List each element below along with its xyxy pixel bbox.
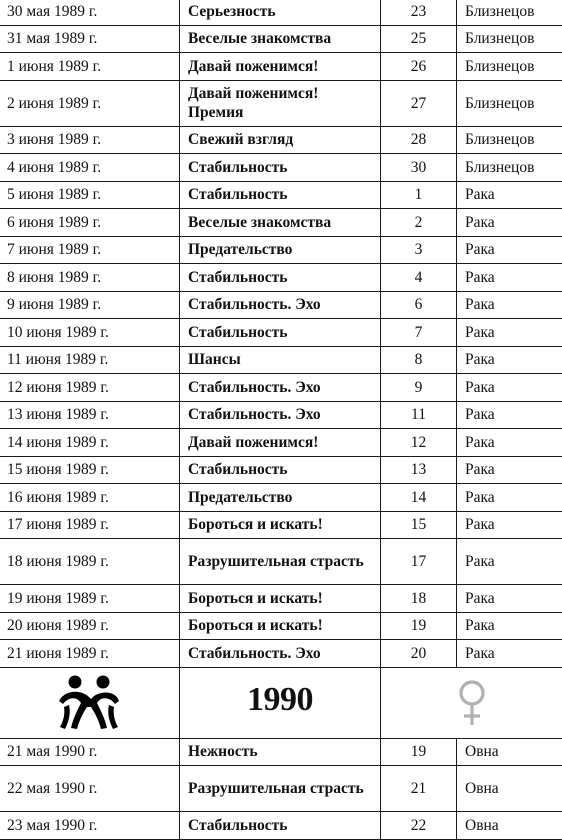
description-cell: Стабильность. Эхо [180,374,381,402]
sign-cell: Рака [457,346,562,374]
table-row [0,80,562,126]
sign-cell: Овна [457,766,562,812]
date-cell: 23 мая 1990 г. [0,812,180,840]
sign-cell: Рака [457,456,562,484]
date-cell: 11 июня 1989 г. [0,346,180,374]
table-row [0,291,562,319]
number-cell: 9 [381,374,457,402]
date-cell: 13 июня 1989 г. [0,401,180,429]
description-cell: Стабильность [180,181,381,209]
date-cell: 19 июня 1989 г. [0,585,180,613]
description-cell: Стабильность. Эхо [180,291,381,319]
table-row [0,585,562,613]
number-cell: 23 [381,0,457,25]
number-cell: 20 [381,640,457,668]
description-cell: Веселые знакомства [180,209,381,237]
table-row [0,429,562,457]
table-row [0,53,562,81]
date-cell: 20 июня 1989 г. [0,612,180,640]
sign-cell: Близнецов [457,0,562,25]
year-cell [180,667,381,738]
table-row [0,539,562,585]
sign-cell: Рака [457,291,562,319]
number-cell: 26 [381,53,457,81]
description-cell: Разрушительная страсть [180,539,381,585]
gemini-twins-icon [57,675,121,731]
description-cell: Давай поженимся! [180,53,381,81]
date-cell: 14 июня 1989 г. [0,429,180,457]
table-row [0,209,562,237]
sign-cell: Рака [457,484,562,512]
description-cell: Давай поженимся! [180,429,381,457]
table-row [0,738,562,766]
table-row [0,154,562,182]
number-cell: 11 [381,401,457,429]
number-cell: 27 [381,80,457,126]
description-cell: Разрушительная страсть [180,766,381,812]
table-row [0,612,562,640]
description-cell: Свежий взгляд [180,126,381,154]
date-cell: 21 мая 1990 г. [0,738,180,766]
date-cell: 12 июня 1989 г. [0,374,180,402]
sign-cell: Овна [457,738,562,766]
date-cell: 7 июня 1989 г. [0,236,180,264]
sign-cell: Близнецов [457,126,562,154]
description-cell: Предательство [180,484,381,512]
number-cell: 25 [381,25,457,53]
venus-cell [381,667,562,738]
date-cell: 3 июня 1989 г. [0,126,180,154]
sign-cell: Рака [457,181,562,209]
date-cell: 17 июня 1989 г. [0,511,180,539]
date-cell: 2 июня 1989 г. [0,80,180,126]
sign-cell: Близнецов [457,25,562,53]
number-cell: 14 [381,484,457,512]
description-cell: Давай поженимся! Премия [180,80,381,126]
number-cell: 12 [381,429,457,457]
number-cell: 19 [381,738,457,766]
number-cell: 2 [381,209,457,237]
date-cell: 16 июня 1989 г. [0,484,180,512]
sign-cell: Рака [457,319,562,347]
twins-cell [0,667,180,738]
sign-cell: Рака [457,640,562,668]
sign-cell: Овна [457,812,562,840]
table-row [0,640,562,668]
table-row [0,264,562,292]
year-header-row [0,667,562,738]
table-row [0,0,562,25]
date-cell: 21 июня 1989 г. [0,640,180,668]
description-cell: Бороться и искать! [180,511,381,539]
number-cell: 17 [381,539,457,585]
description-cell: Серьезность [180,0,381,25]
date-cell: 15 июня 1989 г. [0,456,180,484]
date-cell: 5 июня 1989 г. [0,181,180,209]
date-cell: 30 мая 1989 г. [0,0,180,25]
date-cell: 6 июня 1989 г. [0,209,180,237]
number-cell: 4 [381,264,457,292]
number-cell: 28 [381,126,457,154]
number-cell: 8 [381,346,457,374]
number-cell: 21 [381,766,457,812]
date-cell: 10 июня 1989 г. [0,319,180,347]
sign-cell: Рака [457,539,562,585]
date-cell: 8 июня 1989 г. [0,264,180,292]
description-cell: Бороться и искать! [180,612,381,640]
description-cell: Шансы [180,346,381,374]
date-cell: 31 мая 1989 г. [0,25,180,53]
table-row [0,236,562,264]
description-cell: Стабильность [180,264,381,292]
description-cell: Веселые знакомства [180,25,381,53]
table-row [0,511,562,539]
number-cell: 1 [381,181,457,209]
number-cell: 3 [381,236,457,264]
description-cell: Стабильность. Эхо [180,640,381,668]
number-cell: 30 [381,154,457,182]
table-row [0,319,562,347]
number-cell: 6 [381,291,457,319]
number-cell: 18 [381,585,457,613]
venus-icon [457,679,487,727]
sign-cell: Рака [457,401,562,429]
table-row [0,346,562,374]
sign-cell: Рака [457,374,562,402]
table-row [0,25,562,53]
table-row [0,374,562,402]
number-cell: 15 [381,511,457,539]
table-row [0,456,562,484]
year-label: 1990 [247,681,313,718]
sign-cell: Рака [457,236,562,264]
date-cell: 4 июня 1989 г. [0,154,180,182]
description-cell: Стабильность [180,319,381,347]
date-cell: 9 июня 1989 г. [0,291,180,319]
description-cell: Предательство [180,236,381,264]
description-cell: Стабильность [180,456,381,484]
table-row [0,181,562,209]
description-cell: Стабильность. Эхо [180,401,381,429]
date-cell: 1 июня 1989 г. [0,53,180,81]
table-row [0,401,562,429]
sign-cell: Близнецов [457,80,562,126]
number-cell: 13 [381,456,457,484]
date-cell: 22 мая 1990 г. [0,766,180,812]
number-cell: 19 [381,612,457,640]
table-row [0,766,562,812]
sign-cell: Рака [457,585,562,613]
description-cell: Бороться и искать! [180,585,381,613]
date-cell: 18 июня 1989 г. [0,539,180,585]
sign-cell: Рака [457,612,562,640]
sign-cell: Близнецов [457,53,562,81]
table-row [0,126,562,154]
description-cell: Нежность [180,738,381,766]
number-cell: 22 [381,812,457,840]
sign-cell: Рака [457,209,562,237]
sign-cell: Рака [457,264,562,292]
number-cell: 7 [381,319,457,347]
sign-cell: Близнецов [457,154,562,182]
sign-cell: Рака [457,511,562,539]
description-cell: Стабильность [180,154,381,182]
sign-cell: Рака [457,429,562,457]
description-cell: Стабильность [180,812,381,840]
table-row [0,812,562,840]
table-row [0,484,562,512]
